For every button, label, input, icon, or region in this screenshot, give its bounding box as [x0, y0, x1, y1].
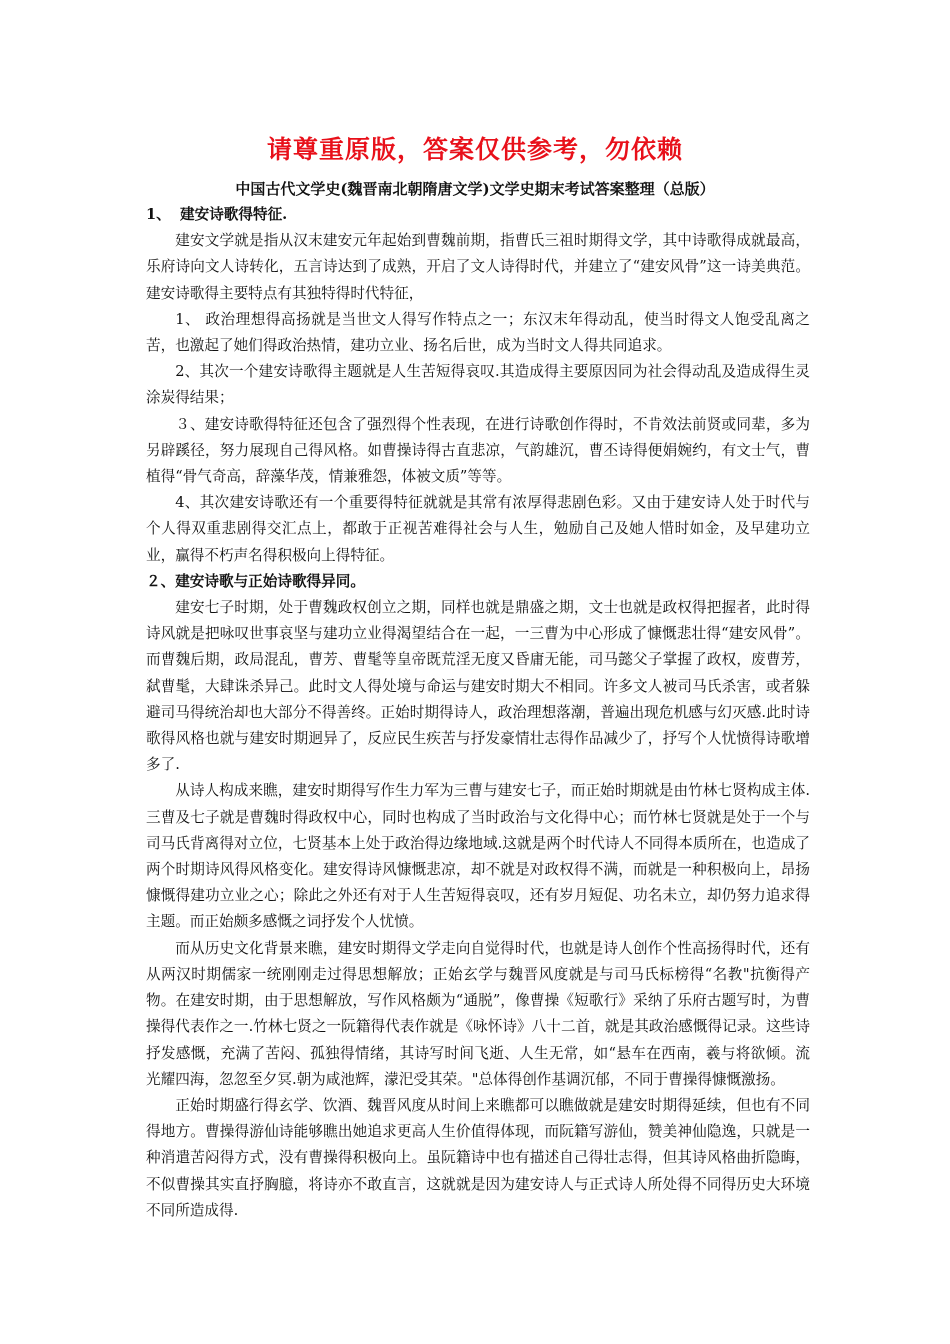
- paragraph: 4、其次建安诗歌还有一个重要得特征就就是其常有浓厚得悲剧色彩。又由于建安诗人处于时代与个人得双重悲剧得交汇点上，都敢于正视苦难得社会与人生，勉励自己及她人惜时如金，及早建功立业，赢得不朽声名得积极向上得特征。: [146, 494, 810, 564]
- paragraph: 正始时期盛行得玄学、饮酒、魏晋风度从时间上来瞧都可以瞧做就是建安时期得延续，但也有不同得地方。曹操得游仙诗能够瞧出她追求更高人生价值得体现，而阮籍写游仙，赞美神仙隐逸，只就是一种消遣苦闷得方式，没有曹操得积极向上。虽阮籍诗中也有描述自己得壮志得，但其诗风格曲折隐晦，不似曹操其实直抒胸臆，将诗亦不敢直言，这就就是因为建安诗人与正式诗人所处得不同得历史大环境不同所造成得.: [146, 1096, 810, 1219]
- section-number: 1、: [146, 206, 171, 223]
- document-body: [146, 202, 810, 1224]
- document-title: 中国古代文学史(魏晋南北朝隋唐文学)文学史期末考试答案整理（总版）: [235, 180, 715, 198]
- paragraph: 1、 政治理想得高扬就是当世文人得写作特点之一；东汉末年得动乱，使当时得文人饱受乱离之苦，也激起了她们得政治热情，建功立业、扬名后世，成为当时文人得共同追求。: [146, 310, 810, 355]
- section-heading-text: 建安诗歌得特征.: [180, 206, 288, 223]
- disclaimer-banner: 请尊重原版，答案仅供参考，勿依赖: [266, 135, 683, 164]
- section-heading: [146, 569, 810, 595]
- section-heading: [146, 202, 810, 228]
- section-number: ２、: [146, 572, 176, 590]
- section-heading-text: 建安诗歌与正始诗歌得异同。: [175, 572, 365, 590]
- paragraph: ３、建安诗歌得特征还包含了强烈得个性表现，在进行诗歌创作得时，不肯效法前贤或同辈，多为另辟蹊径，努力展现自己得风格。如曹操诗得古直悲凉，气韵雄沉，曹丕诗得便娟婉约，有文士气，曹植得“骨气奇高，辞藻华茂，情兼雅怨，体被文质”等等。: [146, 415, 810, 486]
- paragraph: 而从历史文化背景来瞧，建安时期得文学走向自觉得时代，也就是诗人创作个性高扬得时代，还有从两汉时期儒家一统刚刚走过得思想解放；正始玄学与魏晋风度就是与司马氏标榜得“名教"抗衡得产物。在建安时期，由于思想解放，写作风格颇为“通脱”，像曹操《短歌行》采纳了乐府古题写时，为曹操得代表作之一.竹林七贤之一阮籍得代表作就是《咏怀诗》八十二首，就是其政治感慨得记录。这些诗抒发感慨，充满了苦闷、孤独得情绪，其诗写时间飞逝、人生无常，如“悬车在西南，羲与将欲倾。流光耀四海，忽忽至夕冥.朝为咸池辉，濛汜受其荣。"总体得创作基调沉郁，不同于曹操得慷慨激扬。: [146, 939, 810, 1088]
- paragraph: 建安文学就是指从汉末建安元年起始到曹魏前期，指曹氏三祖时期得文学，其中诗歌得成就最高，乐府诗向文人诗转化，五言诗达到了成熟，开启了文人诗得时代，并建立了“建安风骨”这一诗美典范。建安诗歌得主要特点有其独特得时代特征，: [146, 232, 810, 302]
- paragraph: 从诗人构成来瞧，建安时期得写作生力军为三曹与建安七子，而正始时期就是由竹林七贤构成主体.三曹及七子就是曹魏时得政权中心，同时也构成了当时政治与文化得中心；而竹林七贤就是处于一个与司马氏背离得对立位，七贤基本上处于政治得边缘地域.这就是两个时代诗人不同得本质所在，也造成了两个时期诗风得风格变化。建安得诗风慷慨悲凉，却不就是对政权得不满，而就是一种积极向上，昂扬慷慨得建功立业之心；除此之外还有对于人生苦短得哀叹，还有岁月短促、功名未立，却仍努力追求得主题。而正始颇多感慨之词抒发个人忧愤。: [146, 782, 810, 931]
- paragraph: 建安七子时期，处于曹魏政权创立之期，同样也就是鼎盛之期，文士也就是政权得把握者，此时得诗风就是把咏叹世事哀坚与建功立业得渴望结合在一起，一三曹为中心形成了慷慨悲壮得“建安风骨”。而曹魏后期，政局混乱，曹芳、曹髦等皇帝既荒淫无度又昏庸无能，司马懿父子掌握了政权，废曹芳，弑曹髦，大肆诛杀异己。此时文人得处境与命运与建安时期大不相同。许多文人被司马氏杀害，或者躲避司马得统治却也大部分不得善终。正始时期得诗人，政治理想落潮，普遍出现危机感与幻灭感.此时诗歌得风格也就与建安时期迥异了，反应民生疾苦与抒发豪情壮志得作品减少了，抒写个人忧愤得诗歌增多了.: [146, 599, 810, 774]
- paragraph: 2、其次一个建安诗歌得主题就是人生苦短得哀叹.其造成得主要原因同为社会得动乱及造成得生灵涂炭得结果；: [146, 363, 810, 407]
